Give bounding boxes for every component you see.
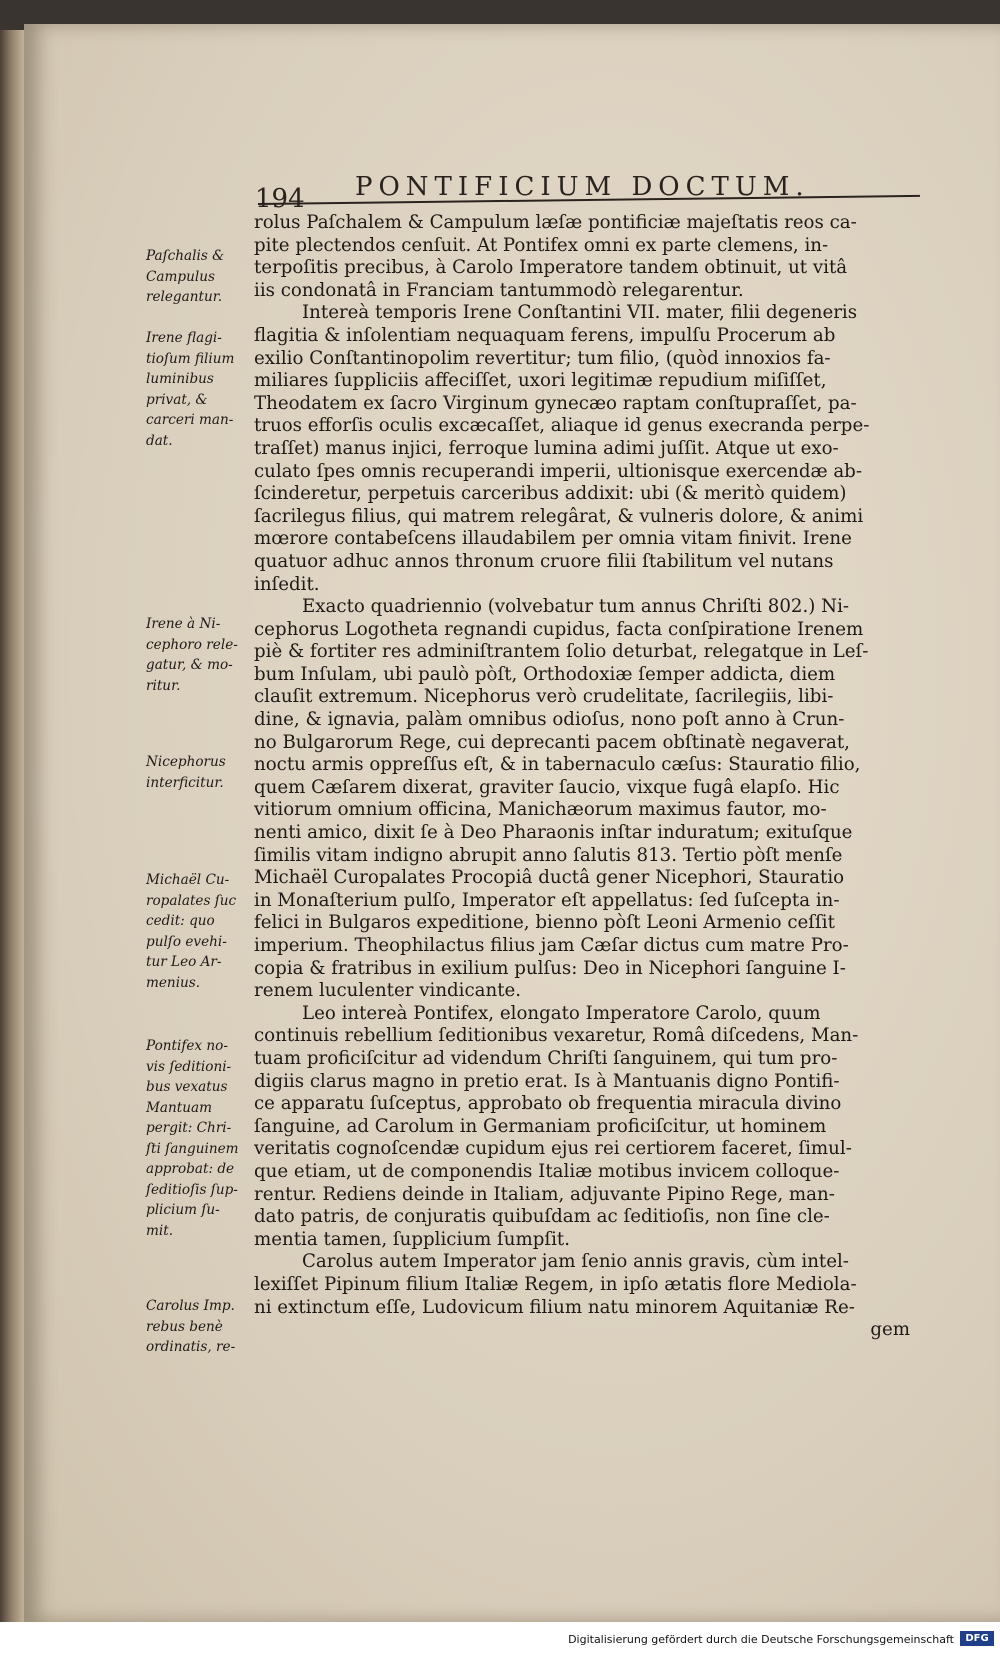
funding-credit: Digitalisierung gefördert durch die Deutsche Forschungsgemeinschaft <box>568 1633 954 1646</box>
text-line: inſedit. <box>254 573 320 595</box>
text-line: in Monaſterium pulſo, Imperator eſt appellatus: ſed ſuſcepta in- <box>254 889 840 911</box>
margin-note-line: Paſchalis & <box>146 248 225 264</box>
margin-note-line: cephoro rele- <box>146 636 238 653</box>
margin-note-line: ordinatis, re- <box>146 1339 236 1355</box>
text-line: terpoſitis precibus, à Carolo Imperatore tandem obtinuit, ut vitâ <box>254 257 848 279</box>
text-line: ni extinctum eſſe, Ludovicum filium natu minorem Aquitaniæ Re- <box>254 1296 855 1318</box>
text-line: Michaël Curopalates Procopiâ ductâ gener Nicephori, Stauratio <box>254 867 845 889</box>
margin-note-line: Irene à Ni- <box>146 616 221 632</box>
text-line: ce apparatu ſuſceptus, approbato ob frequentia miracula divino <box>254 1093 842 1115</box>
margin-note <box>146 1036 250 1241</box>
text-line: renem luculenter vindicante. <box>254 980 522 1002</box>
margin-note-line: Pontifex no- <box>146 1038 228 1054</box>
margin-note-line: ſti ſanguinem <box>146 1140 239 1157</box>
page-number: 194 <box>255 184 305 214</box>
text-line: imperium. Theophilactus filius jam Cæſar dictus cum matre Pro- <box>254 935 849 956</box>
margin-note-line: relegantur. <box>146 289 223 305</box>
text-line: rolus Paſchalem & Campulum læſæ pontificiæ majeſtatis reos ca- <box>254 212 857 233</box>
text-line: dine, & ignavia, palàm omnibus odioſus, nono poſt anno à Crun- <box>254 709 845 731</box>
margin-note-line: pergit: Chri- <box>146 1120 232 1136</box>
text-line: ſacrilegus filius, qui matrem relegârat, & vulneris dolore, & animi <box>254 505 864 527</box>
margin-note-line: carceri man- <box>146 412 234 428</box>
text-line: mœrore contabeſcens illaudabilem per omnia vitam finivit. Irene <box>254 528 852 550</box>
text-line: que etiam, ut de componendis Italiæ motibus invicem colloque- <box>254 1160 840 1182</box>
text-line: exilio Conſtantinopolim revertitur; tum filio, (quòd innoxios fa- <box>254 347 831 369</box>
text-line: piè & fortiter res adminiſtrantem ſolio deturbat, relegatque in Leſ- <box>254 641 869 663</box>
margin-note-line: Michaël Cu- <box>146 872 230 888</box>
text-line: traſſet) manus injici, ferroque lumina adimi juſſit. Atque ut exo- <box>254 437 839 459</box>
margin-note-line: ſeditioſis ſup- <box>146 1181 238 1198</box>
text-line: miliares ſuppliciis affeciſſet, uxori legitimæ repudium miſiſſet, <box>254 370 827 392</box>
margin-note-line: interficitur. <box>146 774 224 791</box>
text-line: digiis clarus magno in pretio erat. Is à Mantuanis digno Pontifi- <box>254 1070 840 1092</box>
text-line: Exacto quadriennio (volvebatur tum annus Chriſti 802.) Ni- <box>302 596 850 618</box>
margin-note-line: gatur, & mo- <box>146 657 233 673</box>
margin-note-line: dat. <box>146 432 173 449</box>
margin-note <box>146 1296 250 1358</box>
text-line: felici in Bulgaros expeditione, bienno pòſt Leoni Armenio ceſſit <box>254 912 835 934</box>
margin-note-line: approbat: de <box>146 1161 235 1177</box>
margin-note-line: menius. <box>146 974 201 991</box>
margin-note-line: plicium ſu- <box>146 1202 220 1218</box>
text-line: noctu armis oppreſſus eſt, & in tabernaculo cæſus: Stauratio filio, <box>254 754 861 776</box>
text-line: culato ſpes omnis recuperandi imperii, ultionisque exercendæ ab- <box>254 460 862 482</box>
text-line: truos efforſis oculis excæcaſſet, aliaque id genus execranda perpe- <box>254 415 870 437</box>
margin-note <box>146 328 250 451</box>
text-line: Leo intereà Pontifex, elongato Imperatore Carolo, quum <box>302 1002 821 1024</box>
dfg-logo: DFG <box>960 1631 994 1646</box>
text-line: ſcinderetur, perpetuis carceribus addixit: ubi (& meritò quidem) <box>254 483 847 505</box>
text-line: veritatis cognoſcendæ cupidum ejus rei certiorem faceret, ſimul- <box>254 1138 852 1160</box>
margin-note <box>146 246 250 308</box>
margin-note-line: Campulus <box>146 268 215 285</box>
text-line: Intereà temporis Irene Conſtantini VII. mater, filii degeneris <box>302 302 858 324</box>
text-line: dato patris, de conjuratis quibuſdam ac ſeditioſis, non ſine cle- <box>254 1206 830 1228</box>
text-line: Carolus autem Imperator jam ſenio annis gravis, cùm intel- <box>302 1251 849 1273</box>
margin-note-line: Mantuam <box>146 1099 212 1116</box>
main-text-column <box>254 212 920 1341</box>
margin-note-line: bus vexatus <box>146 1079 228 1095</box>
margin-note-line: pulſo evehi- <box>146 933 227 950</box>
digitization-footer <box>0 1622 1000 1657</box>
text-line: pite plectendos cenſuit. At Pontifex omni ex parte clemens, in- <box>254 234 829 256</box>
text-line: cephorus Logotheta regnandi cupidus, facta conſpiratione Irenem <box>254 618 864 640</box>
text-line: bum Inſulam, ubi paulò pòſt, Orthodoxiæ ſemper addicta, diem <box>254 663 836 685</box>
margin-note <box>146 870 250 993</box>
text-line: nenti amico, dixit ſe à Deo Pharaonis inſtar induratum; exituſque <box>254 822 853 844</box>
margin-note-line: cedit: quo <box>146 913 215 929</box>
text-line: copia & fratribus in exilium pulſus: Deo in Nicephori ſanguine I- <box>254 957 846 979</box>
running-title: PONTIFICIUM DOCTUM. <box>355 172 810 202</box>
margin-note-line: Carolus Imp. <box>146 1298 235 1314</box>
margin-note-line: mit. <box>146 1222 174 1239</box>
text-line: continuis rebellium ſeditionibus vexaretur, Româ diſcedens, Man- <box>254 1025 859 1047</box>
margin-note-line: vis ſeditioni- <box>146 1058 232 1075</box>
text-line: ſanguine, ad Carolum in Germaniam proficiſcitur, ut hominem <box>254 1115 827 1137</box>
margin-note <box>146 614 250 696</box>
text-line: no Bulgarorum Rege, cui deprecanti pacem obſtinatè negaverat, <box>254 731 850 753</box>
catchword: gem <box>870 1319 910 1341</box>
text-line: tuam proficiſcitur ad videndum Chriſti ſanguinem, qui tum pro- <box>254 1047 838 1069</box>
margin-note-line: ropalates ſuc <box>146 892 237 909</box>
text-line: Theodatem ex ſacro Virginum gynecæo raptam conſtupraſſet, pa- <box>254 392 857 414</box>
text-line: clauſit extremum. Nicephorus verò crudelitate, ſacrilegiis, libi- <box>254 686 834 708</box>
margin-note-line: ritur. <box>146 677 181 694</box>
text-line: rentur. Rediens deinde in Italiam, adjuvante Pipino Rege, man- <box>254 1183 835 1205</box>
text-line: flagitia & inſolentiam nequaquam ferens, impulſu Procerum ab <box>254 324 836 346</box>
margin-note-line: tioſum filium <box>146 350 235 367</box>
margin-note-line: Nicephorus <box>146 754 226 770</box>
margin-note-line: privat, & <box>146 391 208 408</box>
text-line: quatuor adhuc annos thronum cruore filii ſtabilitum vel nutans <box>254 550 834 572</box>
text-line: ſimilis vitam indigno abrupit anno ſalutis 813. Tertio pòſt menſe <box>254 844 843 866</box>
margin-note <box>146 752 250 793</box>
margin-note-line: tur Leo Ar- <box>146 954 222 970</box>
margin-note-line: luminibus <box>146 371 214 387</box>
text-line: lexiſſet Pipinum filium Italiæ Regem, in ipſo ætatis flore Mediola- <box>254 1273 857 1295</box>
margin-note-line: rebus benè <box>146 1318 223 1335</box>
text-line: vitiorum omnium officina, Manichæorum maximus fautor, mo- <box>254 799 827 821</box>
margin-note-line: Irene flagi- <box>146 330 222 346</box>
text-line: quem Cæſarem dixerat, graviter ſaucio, vixque fugâ elapſo. Hic <box>254 776 840 798</box>
text-line: iis condonatâ in Franciam tantummodò relegarentur. <box>254 279 744 301</box>
text-line: mentia tamen, ſupplicium ſumpſit. <box>254 1228 570 1250</box>
